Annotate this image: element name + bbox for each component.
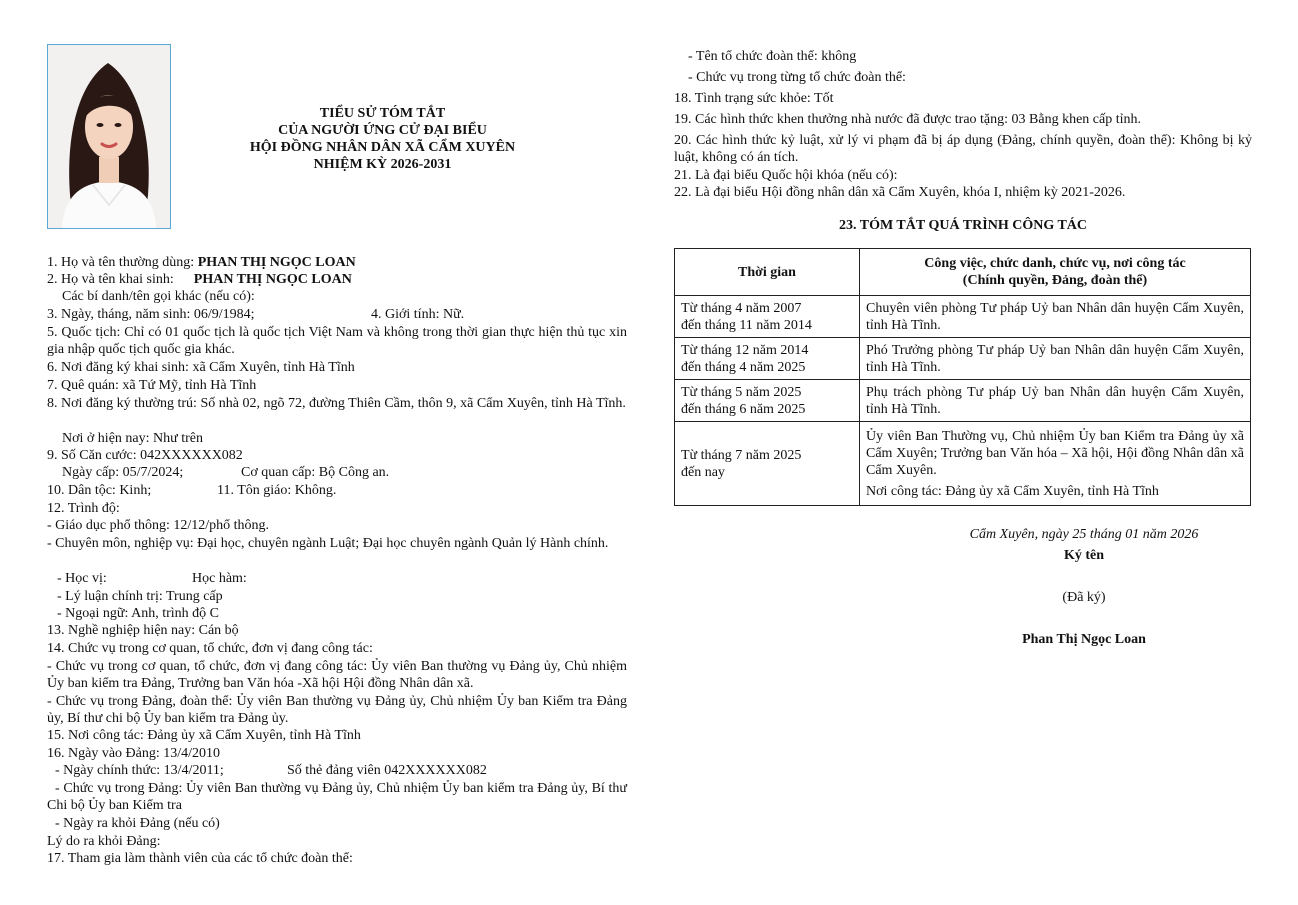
details-cell — [860, 422, 1251, 506]
details-header — [860, 249, 1251, 296]
organization-name-line: - Tên tổ chức đoàn thể: không — [688, 49, 857, 64]
birth-name-line — [47, 271, 352, 288]
birth-date-line: 3. Ngày, tháng, năm sinh: 06/9/1984; — [47, 307, 255, 322]
title-line-2: CỦA NGƯỜI ỨNG CỬ ĐẠI BIỂU — [278, 123, 487, 138]
ethnicity-line: 10. Dân tộc: Kinh; — [47, 483, 152, 498]
period-to: đến tháng 11 năm 2014 — [681, 317, 812, 333]
period-cell — [675, 338, 860, 380]
portrait-image — [48, 45, 170, 228]
details-cell: Chuyên viên phòng Tư pháp Uỷ ban Nhân dân huyện Cẩm Xuyên, tỉnh Hà Tĩnh. — [860, 296, 1251, 338]
table-row — [675, 296, 1251, 338]
foreign-language-line: - Ngoại ngữ: Anh, trình độ C — [57, 606, 219, 621]
period-cell — [675, 380, 860, 422]
title-line-4: NHIỆM KỲ 2026-2031 — [313, 157, 452, 172]
party-role-line: - Chức vụ trong Đảng: Ủy viên Ban thường vụ Đảng ủy, Chủ nhiệm Ủy ban kiểm tra Đảng ủy, Bí thư Chi bộ Ủy ban Kiểm tra — [47, 781, 627, 813]
period-header: Thời gian — [675, 249, 860, 296]
signature-status: (Đã ký) — [1062, 590, 1106, 605]
work-history-table — [674, 248, 1251, 506]
period-from: Từ tháng 4 năm 2007 — [681, 300, 802, 316]
residence-line: 8. Nơi đăng ký thường trú: Số nhà 02, ngõ 72, đường Thiên Cầm, thôn 9, xã Cẩm Xuyên, tỉnh Hà Tĩnh. — [47, 396, 626, 411]
table-row — [675, 380, 1251, 422]
id-issue-date-line: Ngày cấp: 05/7/2024; — [62, 465, 184, 480]
period-to: đến nay — [681, 464, 725, 480]
academic-title-line: Học hàm: — [192, 571, 247, 586]
occupation-line: 13. Nghề nghiệp hiện nay: Cán bộ — [47, 623, 239, 638]
details-workplace: Nơi công tác: Đảng ủy xã Cẩm Xuyên, tỉnh Hà Tĩnh — [866, 483, 1159, 499]
religion-line: 11. Tôn giáo: Không. — [217, 483, 337, 498]
agency-position-line: - Chức vụ trong cơ quan, tổ chức, đơn vị đang công tác: Ủy viên Ban thường vụ Đảng ủy, Chủ nhiệm Ủy ban kiểm tra Đảng, Trưởng ban Văn hóa -Xã hội Hội đồng Nhân dân xã. — [47, 659, 627, 691]
full-name-line — [47, 254, 356, 271]
period-from: Từ tháng 7 năm 2025 — [681, 447, 802, 463]
period-to: đến tháng 6 năm 2025 — [681, 401, 806, 417]
details-cell: Phó Trưởng phòng Tư pháp Uỷ ban Nhân dân huyện Cẩm Xuyên, tỉnh Hà Tĩnh. — [860, 338, 1251, 380]
birth-registration-line: 6. Nơi đăng ký khai sinh: xã Cẩm Xuyên, tỉnh Hà Tĩnh — [47, 360, 355, 375]
position-heading: 14. Chức vụ trong cơ quan, tổ chức, đơn vị đang công tác: — [47, 641, 373, 656]
birth-name-value: PHAN THỊ NGỌC LOAN — [193, 272, 352, 287]
full-name-value: PHAN THỊ NGỌC LOAN — [197, 255, 356, 270]
period-from: Từ tháng 12 năm 2014 — [681, 342, 809, 358]
title-line-1: TIỂU SỬ TÓM TẮT — [319, 106, 446, 121]
party-leave-date-line: - Ngày ra khỏi Đảng (nếu có) — [55, 816, 220, 831]
alias-line: Các bí danh/tên gọi khác (nếu có): — [62, 289, 255, 304]
id-number-line: 9. Số Căn cước: 042XXXXXX082 — [47, 448, 243, 463]
party-leave-reason-line: Lý do ra khỏi Đảng: — [47, 834, 161, 849]
gender-line: 4. Giới tính: Nữ. — [371, 307, 465, 322]
id-issuer-line: Cơ quan cấp: Bộ Công an. — [241, 465, 390, 480]
signature-label: Ký tên — [1063, 548, 1105, 563]
political-theory-line: - Lý luận chính trị: Trung cấp — [57, 589, 223, 604]
national-assembly-line: 21. Là đại biểu Quốc hội khóa (nếu có): — [674, 168, 898, 183]
specialization-line: - Chuyên môn, nghiệp vụ: Đại học, chuyên ngành Luật; Đại học chuyên ngành Quản lý Hành chính. — [47, 536, 609, 551]
period-cell — [675, 296, 860, 338]
document-title — [190, 105, 575, 173]
portrait-photo — [47, 44, 171, 229]
awards-line: 19. Các hình thức khen thưởng nhà nước đã được trao tặng: 03 Bằng khen cấp tỉnh. — [674, 112, 1142, 127]
details-cell: Phụ trách phòng Tư pháp Uỷ ban Nhân dân huyện Cẩm Xuyên, tỉnh Hà Tĩnh. — [860, 380, 1251, 422]
current-address-line: Nơi ở hiện nay: Như trên — [62, 431, 203, 446]
table-row — [675, 422, 1251, 506]
title-line-3: HỘI ĐỒNG NHÂN DÂN XÃ CẨM XUYÊN — [249, 140, 516, 155]
party-position-line: - Chức vụ trong Đảng, đoàn thể: Ủy viên Ban thường vụ Đảng ủy, Chủ nhiệm Ủy ban Kiểm tra Đảng ủy, Bí thư chi bộ Ủy ban kiểm tra Đảng ủy. — [47, 694, 627, 726]
health-line: 18. Tình trạng sức khỏe: Tốt — [674, 91, 834, 106]
general-education-line: - Giáo dục phổ thông: 12/12/phổ thông. — [47, 518, 270, 533]
organizations-line: 17. Tham gia làm thành viên của các tổ chức đoàn thể: — [47, 851, 353, 866]
full-name-label: 1. Họ và tên thường dùng: — [47, 255, 198, 270]
birth-name-label: 2. Họ và tên khai sinh: — [47, 272, 174, 287]
details-header-line-1: Công việc, chức danh, chức vụ, nơi công tác — [924, 256, 1186, 271]
official-date-line: - Ngày chính thức: 13/4/2011; — [55, 763, 224, 778]
council-delegate-line: 22. Là đại biểu Hội đồng nhân dân xã Cẩm Xuyên, khóa I, nhiệm kỳ 2021-2026. — [674, 185, 1126, 200]
education-heading: 12. Trình độ: — [47, 501, 120, 516]
period-to: đến tháng 4 năm 2025 — [681, 359, 806, 375]
details-text: Ủy viên Ban Thường vụ, Chủ nhiệm Ủy ban Kiểm tra Đảng ủy xã Cẩm Xuyên; Trưởng ban Văn hóa – Xã hội, Hội đồng Nhân dân xã Cẩm Xuyên. — [866, 428, 1244, 478]
degree-line: - Học vị: — [57, 571, 107, 586]
workplace-line: 15. Nơi công tác: Đảng ủy xã Cẩm Xuyên, tỉnh Hà Tĩnh — [47, 728, 361, 743]
discipline-line: 20. Các hình thức kỷ luật, xử lý vi phạm đã bị áp dụng (Đảng, chính quyền, đoàn thể): Không bị kỷ luật, không có án tích. — [674, 133, 1252, 165]
organization-role-line: - Chức vụ trong từng tổ chức đoàn thể: — [688, 70, 906, 85]
party-join-date-line: 16. Ngày vào Đảng: 13/4/2010 — [47, 746, 221, 761]
party-card-line: Số thẻ đảng viên 042XXXXXX082 — [287, 763, 487, 778]
table-header-row — [675, 249, 1251, 296]
nationality-line: 5. Quốc tịch: Chỉ có 01 quốc tịch là quốc tịch Việt Nam và không trong thời gian thực hiện thủ tục xin gia nhập quốc tịch quốc gia khác. — [47, 325, 627, 357]
signature-place-date: Cẩm Xuyên, ngày 25 tháng 01 năm 2026 — [969, 527, 1199, 542]
table-row — [675, 338, 1251, 380]
hometown-line: 7. Quê quán: xã Tứ Mỹ, tỉnh Hà Tĩnh — [47, 378, 257, 393]
period-cell — [675, 422, 860, 506]
signer-name: Phan Thị Ngọc Loan — [1022, 632, 1146, 647]
period-from: Từ tháng 5 năm 2025 — [681, 384, 802, 400]
details-header-line-2: (Chính quyền, Đảng, đoàn thể) — [962, 273, 1148, 288]
work-history-title: 23. TÓM TẮT QUÁ TRÌNH CÔNG TÁC — [838, 218, 1088, 233]
